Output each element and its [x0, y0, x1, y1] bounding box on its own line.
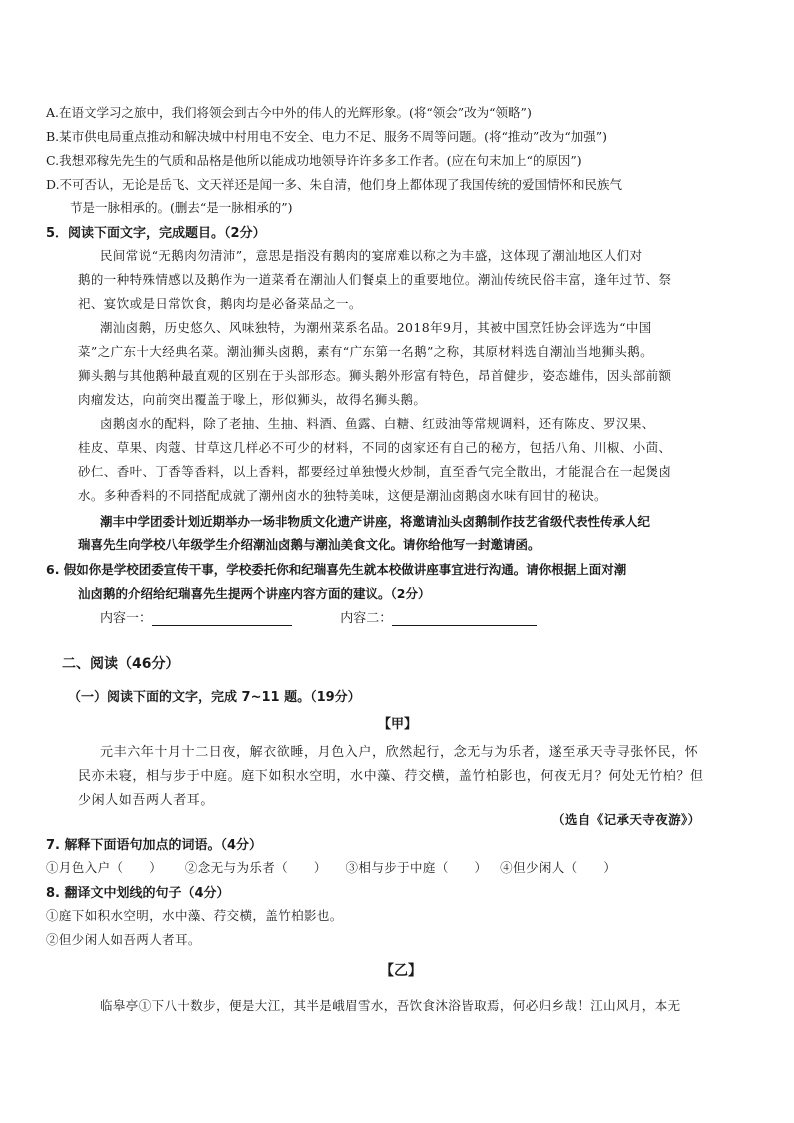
yi-title: 【乙】 [380, 963, 422, 979]
q7-item-2: ②念无与为乐者（ ） [184, 860, 327, 875]
q5-p2-line2: 菜”之广东十大经典名菜。潮汕狮头卤鹅，素有“广东第一名鹅”之称，其原材料选自潮汕当地狮头鹅。 [78, 344, 654, 359]
q7-items [46, 858, 616, 876]
q6-line2: 汕卤鹅的介绍给纪瑞喜先生提两个讲座内容方面的建议。（2分） [78, 586, 431, 601]
option-d-cont: 节是一脉相承的。(删去“是一脉相承的”) [70, 200, 293, 215]
jia-line2: 民亦未寝，相与步于中庭。庭下如积水空明，水中藻、荇交横，盖竹柏影也，何夜无月？何处无竹柏？但 [78, 769, 704, 784]
option-a: A.在语文学习之旅中，我们将领会到古今中外的伟人的光辉形象。(将“领会”改为“领略”) [46, 105, 532, 120]
q5-p1-line3: 祀、宴饮或是日常饮食，鹅肉均是必备菜品之一。 [78, 296, 362, 311]
q5-heading: 5．阅读下面文字，完成题目。（2分） [46, 226, 266, 241]
q5-p1-line2: 鹅的一种特殊情感以及鹅作为一道菜肴在潮汕人们餐桌上的重要地位。潮汕传统民俗丰富，逢年过节、祭 [78, 272, 672, 287]
q7-item-3: ③相与步于中庭（ ） [345, 860, 488, 875]
yi-line1: 临皋亭①下八十数步，便是大江，其半是峨眉雪水，吾饮食沐浴皆取焉，何必归乡哉！江山风月，本无 [100, 998, 681, 1013]
q6-answer-row [100, 607, 537, 626]
content-one-label: 内容一： [100, 611, 153, 626]
option-c: C.我想邓稼先先生的气质和品格是他所以能成功地领导许许多多工作者。(应在句末加上“的原因”) [46, 153, 582, 168]
jia-title: 【甲】 [378, 717, 418, 732]
option-d: D.不可否认，无论是岳飞、文天祥还是闻一多、朱自清，他们身上都体现了我国传统的爱国情怀和民族气 [46, 177, 623, 192]
jia-source: （选自《记承天寺夜游》） [552, 812, 701, 827]
q8-item-1: ①庭下如积水空明，水中藻、荇交横，盖竹柏影也。 [46, 908, 343, 923]
q7-item-4: ④但少闲人（ ） [500, 860, 617, 875]
jia-line1: 元丰六年十月十二日夜，解衣欲睡，月色入户，欣然起行，念无与为乐者，遂至承天寺寻张怀民，怀 [100, 745, 699, 760]
q5-p1-line1: 民间常说“无鹅肉勿清沛”，意思是指没有鹅肉的宴席难以称之为丰盛，这体现了潮汕地区人们对 [100, 248, 643, 263]
q8-item-2: ②但少闲人如吾两人者耳。 [46, 932, 201, 947]
q7-heading: 7. 解释下面语句加点的词语。（4分） [46, 838, 263, 853]
content-two-label: 内容二： [340, 611, 393, 626]
section-2-title: 二、阅读（46分） [62, 656, 180, 672]
q6-line1: 6. 假如你是学校团委宣传干事，学校委托你和纪瑞喜先生就本校做讲座事宜进行沟通。请你根据上面对潮 [46, 562, 627, 577]
q8-heading: 8. 翻译文中划线的句子（4分） [46, 886, 230, 901]
content-one-blank[interactable] [152, 613, 292, 626]
section-2-sub: （一）阅读下面的文字，完成 7~11 题。（19分） [68, 690, 361, 705]
q5-p2-line1: 潮汕卤鹅，历史悠久、风味独特，为潮州菜系名品。2018年9月，其被中国烹饪协会评选为“中国 [100, 320, 652, 335]
option-b: B.某市供电局重点推动和解决城中村用电不安全、电力不足、服务不周等问题。(将“推动”改为“加强”) [46, 129, 607, 144]
q5-p3-line4: 水。多种香料的不同搭配成就了潮州卤水的独特美味，这便是潮汕卤鹅卤水味有回甘的秘诀。 [78, 488, 607, 503]
q5-p2-line3: 狮头鹅与其他鹅种最直观的区别在于头部形态。狮头鹅外形富有特色，昂首健步，姿态雄伟，因头部前额 [78, 368, 672, 383]
q5-bold-line1: 潮丰中学团委计划近期举办一场非物质文化遗产讲座，将邀请汕头卤鹅制作技艺省级代表性传承人纪 [100, 514, 651, 529]
q5-p3-line1: 卤鹅卤水的配料，除了老抽、生抽、料酒、鱼露、白糖、红豉油等常规调料，还有陈皮、罗汉果、 [100, 416, 655, 431]
q5-bold-line2: 瑞喜先生向学校八年级学生介绍潮汕卤鹅与潮汕美食文化。请你给他写一封邀请函。 [78, 537, 541, 552]
q5-p2-line4: 肉瘤发达，向前突出覆盖于喙上，形似狮头，故得名狮头鹅。 [78, 392, 427, 407]
jia-line3: 少闲人如吾两人者耳。 [78, 793, 215, 808]
content-two-blank[interactable] [392, 613, 537, 626]
q7-item-1: ①月色入户（ ） [46, 860, 163, 875]
q5-p3-line2: 桂皮、草果、肉蔻、甘草这几样必不可少的材料，不同的卤家还有自己的秘方，包括八角、川椒、小茴、 [78, 440, 672, 455]
q5-p3-line3: 砂仁、香叶、丁香等香料，以上香料，都要经过单独慢火炒制，直至香气完全散出，才能混合在一起煲卤 [78, 464, 672, 479]
